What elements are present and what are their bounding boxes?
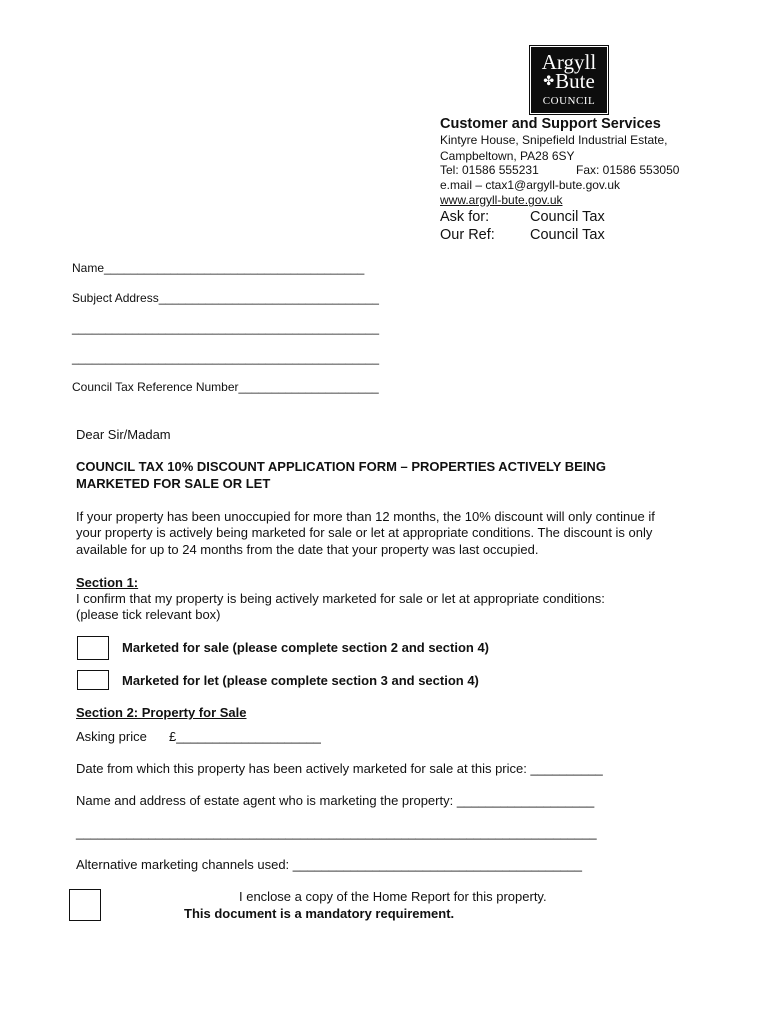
reference-number-field[interactable]: Council Tax Reference Number_____________________: [72, 380, 379, 394]
intro-line-2: your property is actively being marketed for sale or let at appropriate conditions. The discount is only: [76, 525, 653, 540]
ask-for-label: Ask for:: [440, 209, 490, 225]
marketed-for-let-checkbox[interactable]: [77, 670, 109, 690]
crest-icon: ✤: [543, 73, 555, 88]
section-1-title: Section 1:: [76, 575, 139, 590]
council-logo: [531, 47, 607, 113]
address-line-1: Kintyre House, Snipefield Industrial Estate,: [440, 133, 668, 147]
address-line-2-field[interactable]: ______________________________________________: [72, 321, 379, 335]
ask-for-value: Council Tax: [530, 209, 605, 225]
date-marketed-field[interactable]: Date from which this property has been actively marketed for sale at this price: __________: [76, 761, 603, 776]
estate-agent-field[interactable]: Name and address of estate agent who is marketing the property: ___________________: [76, 793, 595, 808]
home-report-line-2: This document is a mandatory requirement.: [184, 906, 455, 921]
salutation: Dear Sir/Madam: [76, 427, 171, 442]
intro-line-1: If your property has been unoccupied for more than 12 months, the 10% discount will only continue if: [76, 509, 655, 524]
logo-line-3: COUNCIL: [542, 95, 596, 107]
estate-agent-line-2-field[interactable]: ________________________________________________________________________: [76, 825, 597, 840]
logo-line-2-text: Bute: [555, 69, 595, 93]
address-line-2: Campbeltown, PA28 6SY: [440, 149, 575, 163]
marketed-for-sale-label: Marketed for sale (please complete section 2 and section 4): [122, 640, 490, 655]
section-2-title: Section 2: Property for Sale: [76, 705, 247, 720]
form-heading-line-2: MARKETED FOR SALE OR LET: [76, 476, 271, 491]
section-1-line-1: I confirm that my property is being actively marketed for sale or let at appropriate conditions:: [76, 591, 605, 606]
email: e.mail – ctax1@argyll-bute.gov.uk: [440, 178, 621, 192]
telephone: Tel: 01586 555231: [440, 163, 539, 177]
our-ref-label: Our Ref:: [440, 227, 495, 243]
marketed-for-sale-checkbox[interactable]: [77, 636, 109, 660]
department-title: Customer and Support Services: [440, 116, 661, 132]
intro-line-3: available for up to 24 months from the date that your property was last occupied.: [76, 542, 539, 557]
website-link[interactable]: www.argyll-bute.gov.uk: [440, 193, 563, 207]
section-1-line-2: (please tick relevant box): [76, 607, 221, 622]
name-field[interactable]: Name_______________________________________: [72, 261, 365, 275]
asking-price-label: Asking price: [76, 729, 147, 744]
alternative-channels-field[interactable]: Alternative marketing channels used: ________________________________________: [76, 857, 582, 872]
our-ref-value: Council Tax: [530, 227, 605, 243]
marketed-for-let-label: Marketed for let (please complete section 3 and section 4): [122, 673, 479, 688]
home-report-line-1: I enclose a copy of the Home Report for this property.: [239, 889, 547, 904]
home-report-checkbox[interactable]: [69, 889, 101, 921]
asking-price-field[interactable]: £____________________: [169, 729, 321, 744]
logo-line-2: [533, 70, 605, 92]
logo-line-1: Argyll: [541, 50, 597, 74]
subject-address-field[interactable]: Subject Address_________________________________: [72, 291, 379, 305]
address-line-3-field[interactable]: ______________________________________________: [72, 351, 379, 365]
fax: Fax: 01586 553050: [576, 163, 680, 177]
form-heading-line-1: COUNCIL TAX 10% DISCOUNT APPLICATION FORM – PROPERTIES ACTIVELY BEING: [76, 459, 606, 474]
